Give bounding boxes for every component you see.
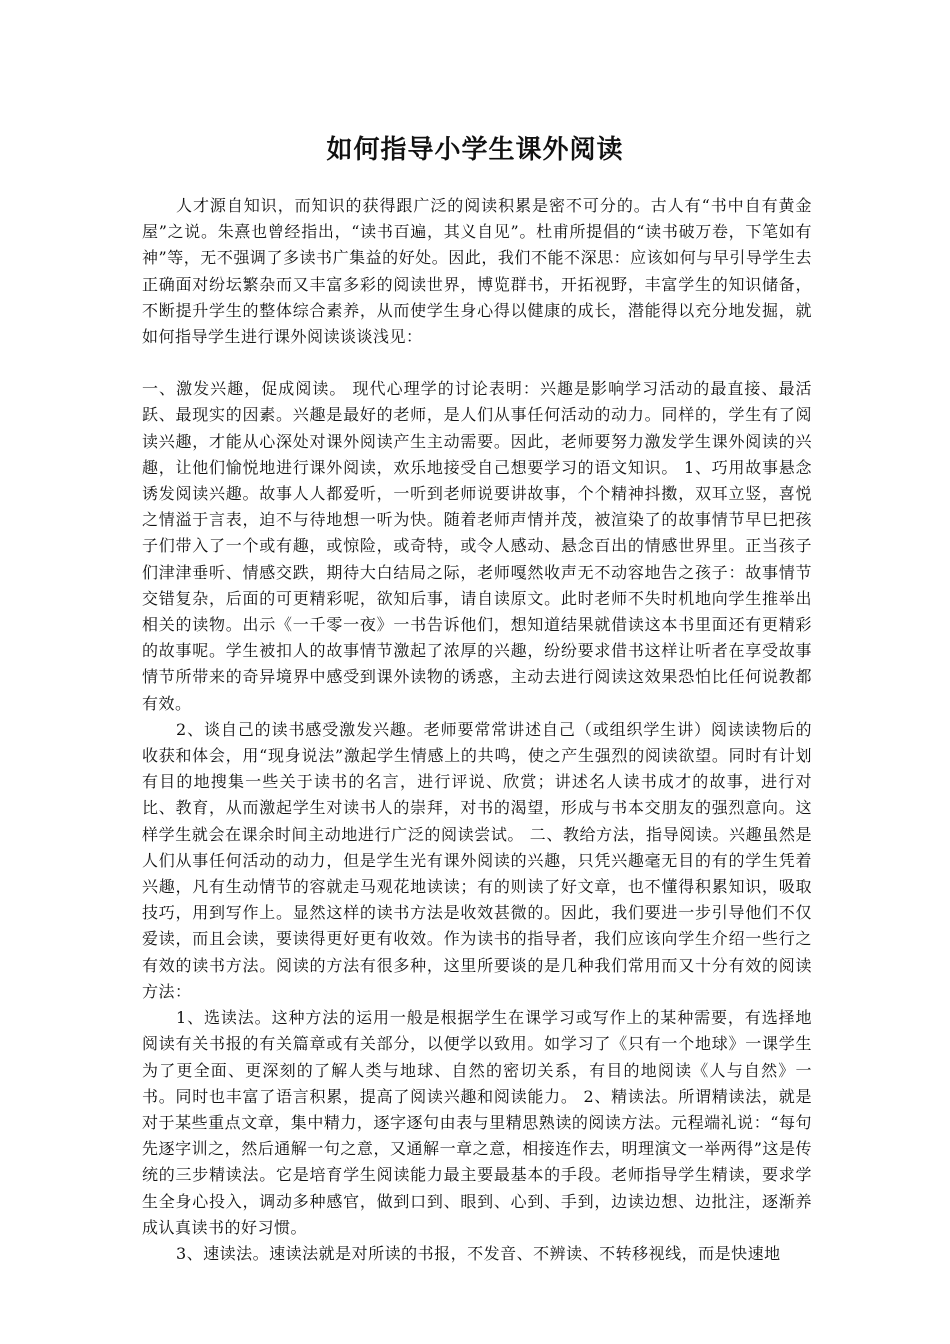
document-body <box>142 193 812 1267</box>
paragraph-method-list: 1、选读法。这种方法的运用一般是根据学生在课学习或写作上的某种需要，有选择地阅读有关书报的有关篇章或有关部分，以便学以致用。如学习了《只有一个地球》一课学生为了更全面、更深刻的了解人类与地球、自然的密切关系，有目的地阅读《人与自然》一书。同时也丰富了语言积累，提高了阅读兴趣和阅读能力。 2、精读法。所谓精读法，就是对于某些重点文章，集中精力，逐字逐句由表与里精思熟读的阅读方法。元程端礼说：“每句先逐字训之，然后通解一句之意，又通解一章之意，相接连作去，明理演文一举两得”这是传统的三步精读法。它是培育学生阅读能力最主要最基本的手段。老师指导学生精读，要求学生全身心投入，调动多种感官，做到口到、眼到、心到、手到，边读边想、边批注，逐渐养成认真读书的好习惯。 <box>142 1008 812 1237</box>
paragraph-intro: 人才源自知识，而知识的获得跟广泛的阅读积累是密不可分的。古人有“书中自有黄金屋”之说。朱熹也曾经指出，“读书百遍，其义自见”。杜甫所提倡的“读书破万卷，下笔如有神”等，无不强调了多读书广集益的好处。因此，我们不能不深思：应该如何与早引导学生去正确面对纷坛繁杂而又丰富多彩的阅读世界，博览群书，开拓视野，丰富学生的知识储备，不断提升学生的整体综合素养，从而使学生身心得以健康的成长，潜能得以充分地发掘，就如何指导学生进行课外阅读谈谈浅见： <box>142 196 812 347</box>
paragraph-gap <box>142 350 812 376</box>
document-title: 如何指导小学生课外阅读 <box>326 135 624 165</box>
paragraph-section-one-item-two: 2、谈自己的读书感受激发兴趣。老师要常常讲述自己（或组织学生讲）阅读读物后的收获和体会，用“现身说法”激起学生情感上的共鸣，使之产生强烈的阅读欲望。同时有计划有目的地搜集一些关于读书的名言，进行评说、欣赏；讲述名人读书成才的故事，进行对比、教育，从而激起学生对读书人的崇拜，对书的渴望，形成与书本交朋友的强烈意向。这样学生就会在课余时间主动地进行广泛的阅读尝试。 二、教给方法，指导阅读。兴趣虽然是人们从事任何活动的动力，但是学生光有课外阅读的兴趣，只凭兴趣毫无目的有的学生凭着兴趣，凡有生动情节的容就走马观花地读读；有的则读了好文章，也不懂得积累知识，吸取技巧，用到写作上。显然这样的读书方法是收效甚微的。因此，我们要进一步引导他们不仅爱读，而且会读，要读得更好更有收效。作为读书的指导者，我们应该向学生介绍一些行之有效的读书方法。阅读的方法有很多种，这里所要谈的是几种我们常用而又十分有效的阅读方法： <box>142 719 812 1001</box>
paragraph-section-one: 一、激发兴趣，促成阅读。 现代心理学的讨论表明：兴趣是影响学习活动的最直接、最活跃、最现实的因素。兴趣是最好的老师，是人们从事任何活动的动力。同样的，学生有了阅读兴趣，才能从心深处对课外阅读产生主动需要。因此，老师要努力激发学生课外阅读的兴趣，让他们愉悦地进行课外阅读，欢乐地接受自己想要学习的语文知识。 1、巧用故事悬念诱发阅读兴趣。故事人人都爱听，一听到老师说要讲故事，个个精神抖擞，双耳立竖，喜悦之情溢于言表，迫不与待地想一听为快。随着老师声情并茂，被渲染了的故事情节早巳把孩子们带入了一个或有趣，或惊险，或奇特，或令人感动、悬念百出的情感世界里。正当孩子们津津垂听、情感交跌，期待大白结局之际，老师嘎然收声无不动容地告之孩子：故事情节交错复杂，后面的可更精彩呢，欲知后事，请自读原文。此时老师不失时机地向学生推举出相关的读物。出示《一千零一夜》一书告诉他们，想知道结果就借读这本书里面还有更精彩的故事呢。学生被扣人的故事情节激起了浓厚的兴趣，纷纷要求借书这样让听者在享受故事情节所带来的奇异境界中感受到课外读物的诱惑，主动去进行阅读这效果恐怕比任何说教都有效。 <box>142 379 812 713</box>
paragraph-speed-reading: 3、速读法。速读法就是对所读的书报，不发音、不辨读、不转移视线，而是快速地 <box>176 1243 781 1263</box>
